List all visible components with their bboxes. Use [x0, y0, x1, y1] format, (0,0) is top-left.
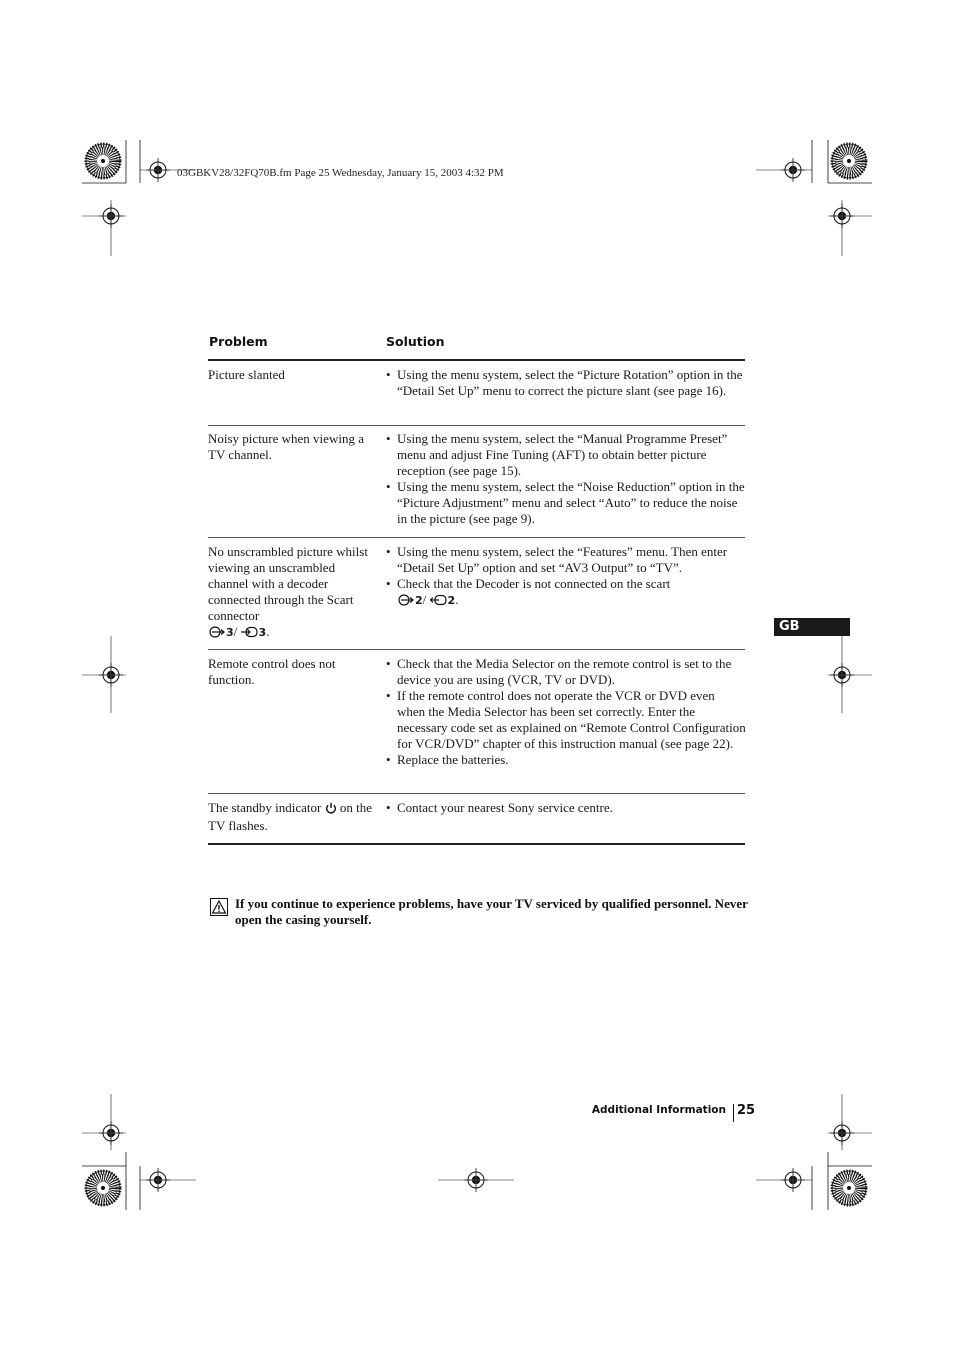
column-header-solution: Solution — [386, 334, 445, 349]
solution-item: • If the remote control does not operate the VCR or DVD even when the Media Selector has been set correctly. Enter the necessary code set as explained on “Remote Control Configuration for VCR/DVD” chapter of this instruction manual (see page 22). — [386, 688, 746, 751]
registration-mark-bottom-right — [781, 1168, 805, 1192]
column-header-problem: Problem — [209, 334, 268, 349]
footer-section-title: Additional Information — [591, 1104, 726, 1116]
solution-item: • Check that the Media Selector on the remote control is set to the device you are using (VCR, TV or DVD). — [386, 656, 732, 687]
table-bottom-rule — [208, 843, 745, 845]
problem-cell: No unscrambled picture whilst viewing an unscrambled channel with a decoder connected through the Scart connector 3/ 3. — [208, 544, 374, 642]
registration-mark-left-lower — [99, 1121, 123, 1145]
row-divider — [208, 425, 745, 426]
problem-cell: Noisy picture when viewing a TV channel. — [208, 431, 364, 462]
problem-cell: Remote control does not function. — [208, 656, 336, 687]
registration-mark-top-right — [781, 158, 805, 182]
registration-mark-left-upper — [99, 204, 123, 228]
solution-item: • Using the menu system, select the “Features” menu. Then enter “Detail Set Up” option and set “AV3 Output” to “TV”. — [386, 544, 728, 575]
registration-mark-top-left — [146, 158, 170, 182]
solution-item: • Check that the Decoder is not connected on the scart 2/ 2. — [386, 576, 746, 610]
registration-mark-bottom-center — [464, 1168, 488, 1192]
page-number: 25 — [737, 1103, 756, 1118]
solution-item: • Replace the batteries. — [386, 752, 509, 767]
language-tab: GB — [774, 618, 850, 636]
starburst-mark-top-right — [832, 144, 866, 178]
solution-cell — [386, 544, 746, 610]
standby-power-icon — [325, 802, 337, 818]
row-divider — [208, 649, 745, 650]
solution-cell — [386, 800, 746, 816]
footer-divider — [733, 1104, 734, 1122]
problem-cell: Picture slanted — [208, 367, 285, 382]
scart-input-icon — [208, 626, 226, 642]
problem-cell: The standby indicator on the TV flashes. — [208, 800, 372, 833]
scart-input-icon — [397, 594, 415, 610]
solution-cell — [386, 431, 746, 527]
scart-output-icon — [430, 594, 448, 610]
solution-cell — [386, 367, 746, 399]
registration-mark-bottom-left — [146, 1168, 170, 1192]
scart-rgb-input-icon — [241, 626, 259, 642]
solution-item: • Using the menu system, select the “Noise Reduction” option in the “Picture Adjustment” menu and select “Auto” to reduce the noise in the picture (see page 9). — [386, 479, 745, 526]
warning-text: If you continue to experience problems, have your TV serviced by qualified personnel. Never open the casing yourself. — [235, 896, 748, 927]
starburst-mark-bottom-left — [86, 1171, 120, 1205]
starburst-mark-bottom-right — [832, 1171, 866, 1205]
starburst-mark-top-left — [86, 144, 120, 178]
solution-item: • Contact your nearest Sony service centre. — [386, 800, 613, 815]
header-rule — [208, 359, 745, 361]
solution-item: • Using the menu system, select the “Picture Rotation” option in the “Detail Set Up” menu to correct the picture slant (see page 16). — [386, 367, 743, 398]
row-divider — [208, 537, 745, 538]
warning-triangle-icon — [210, 898, 228, 921]
file-header: 03GBKV28/32FQ70B.fm Page 25 Wednesday, January 15, 2003 4:32 PM — [177, 167, 504, 179]
registration-mark-right-lower — [830, 1121, 854, 1145]
solution-cell — [386, 656, 746, 768]
registration-mark-right-upper — [830, 204, 854, 228]
solution-item: • Using the menu system, select the “Manual Programme Preset” menu and adjust Fine Tuning (AFT) to obtain better picture reception (see page 15). — [386, 431, 728, 478]
registration-mark-right-middle — [830, 663, 854, 687]
row-divider — [208, 793, 745, 794]
registration-mark-left-middle — [99, 663, 123, 687]
